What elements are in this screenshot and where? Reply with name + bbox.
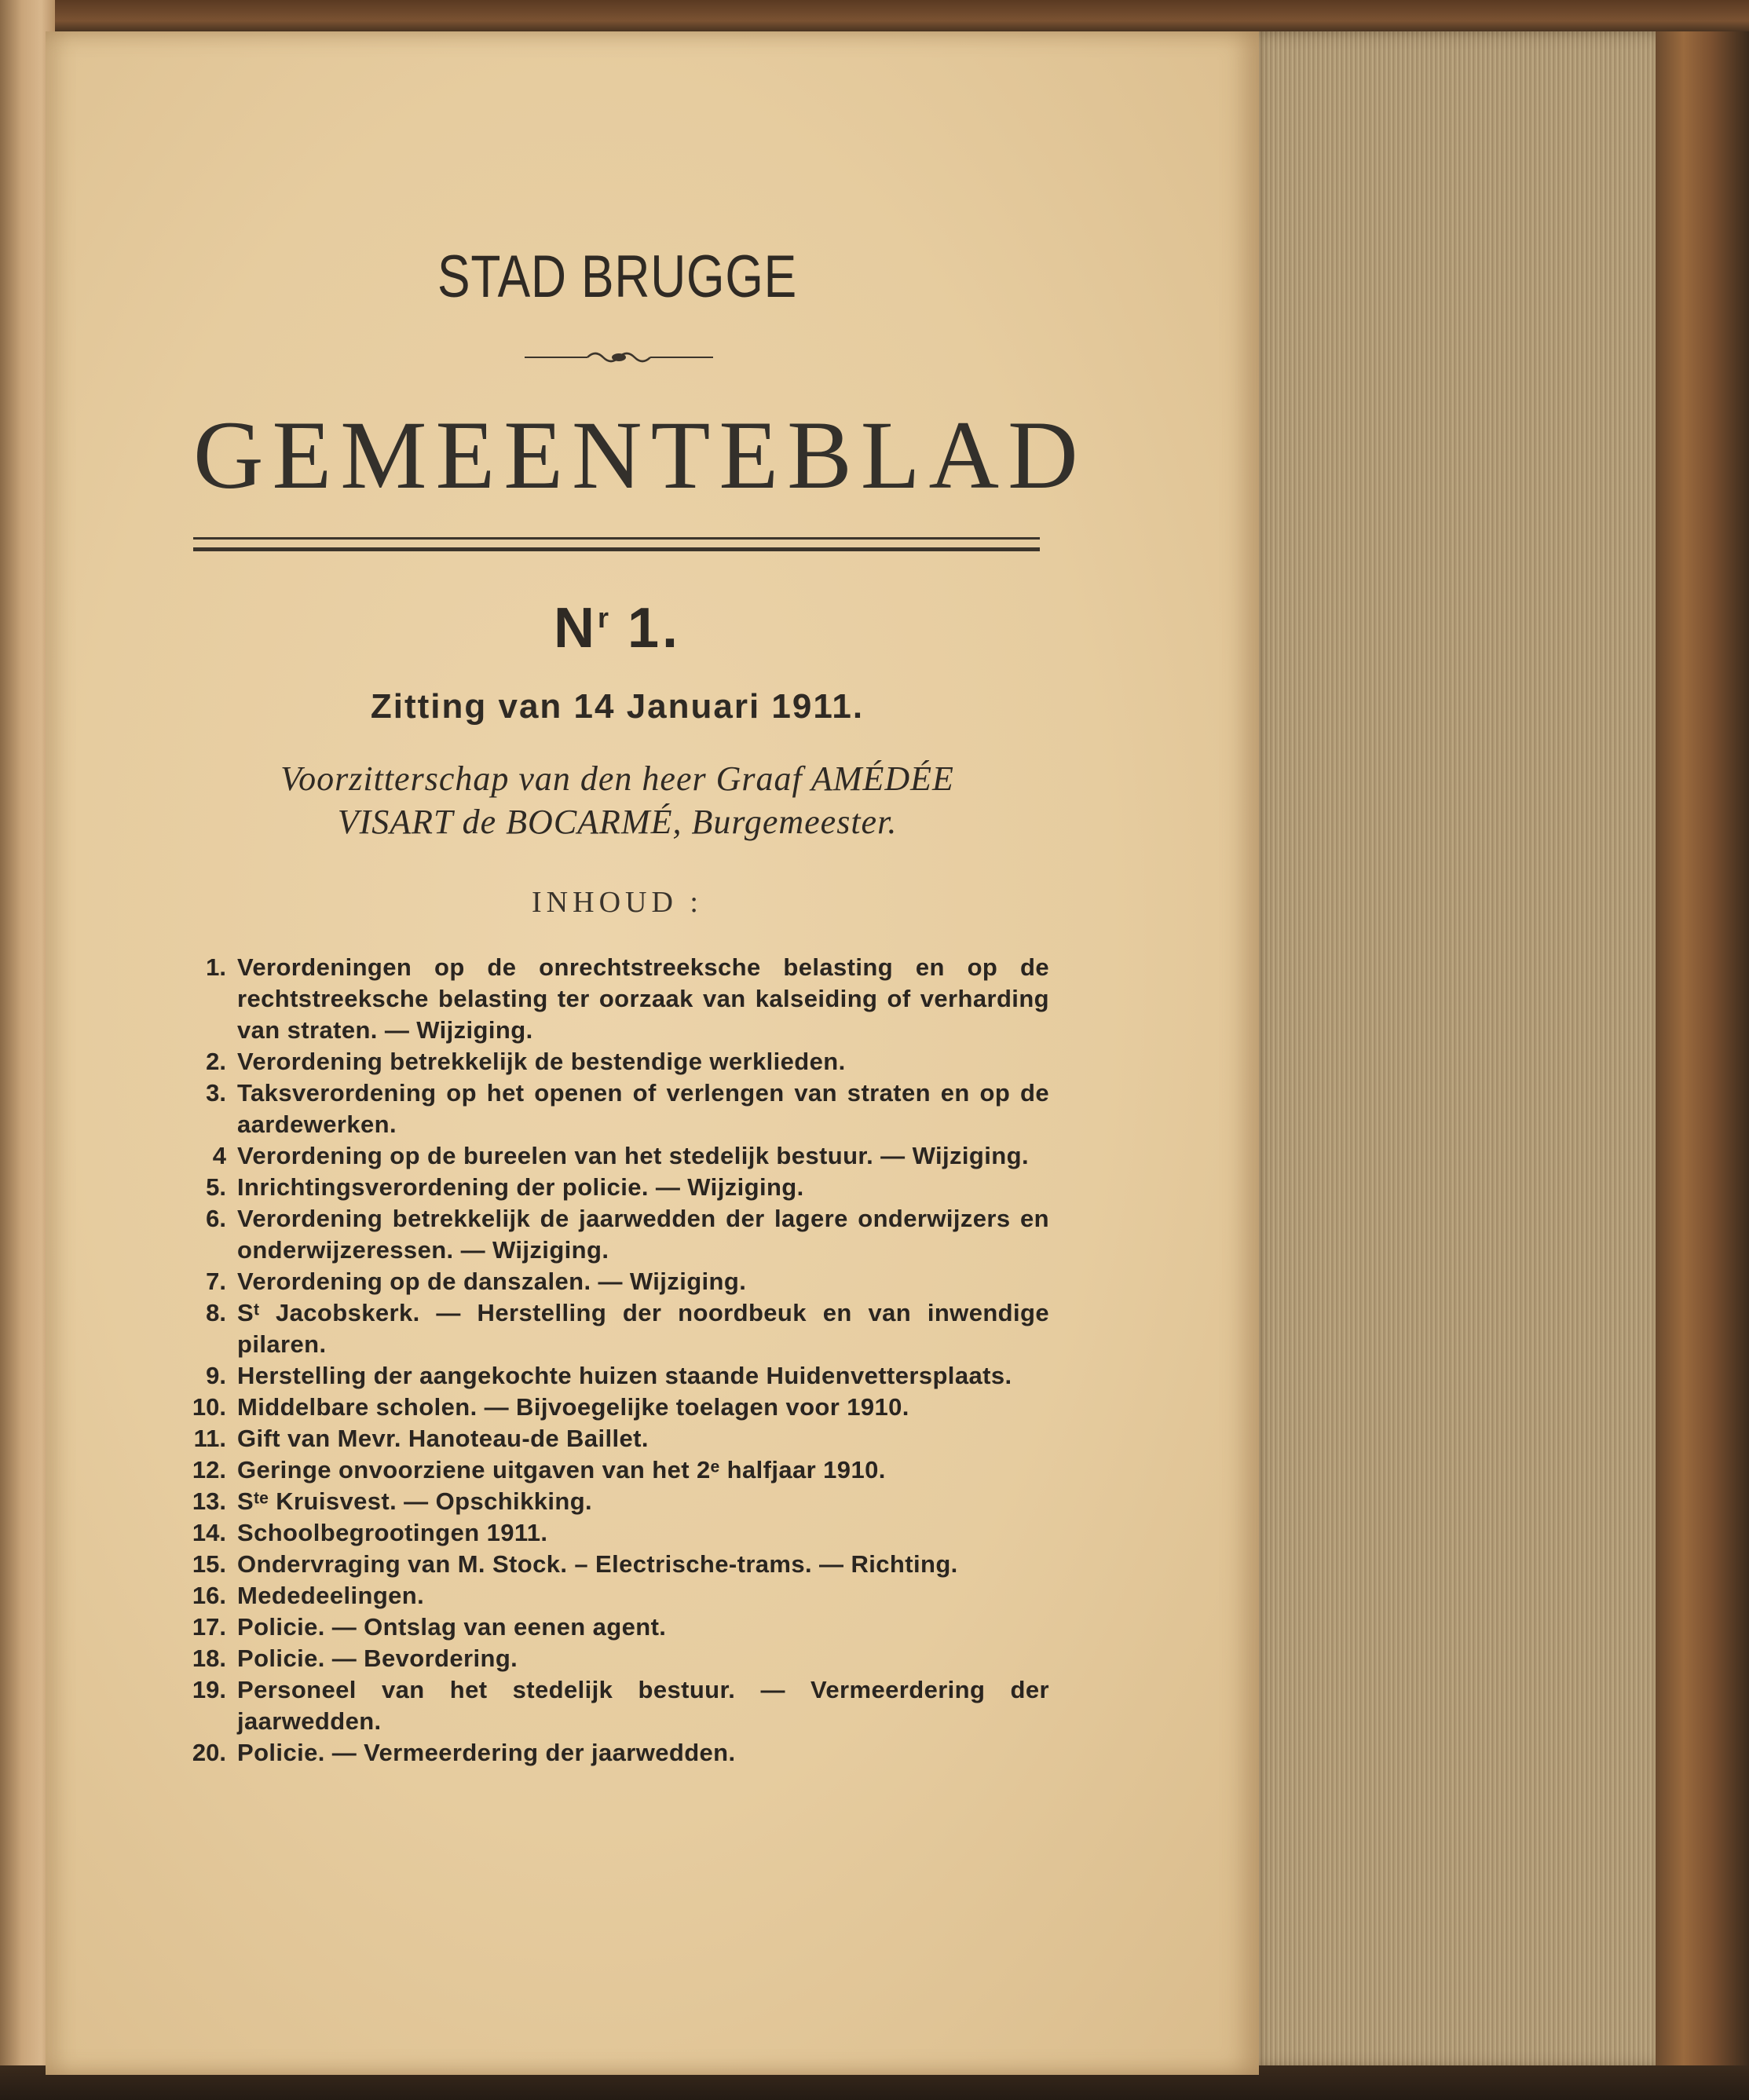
item-number: 16. (192, 1582, 226, 1609)
list-item (185, 1549, 1049, 1580)
list-item (185, 1266, 1049, 1297)
item-text: Taksverordening op het openen of verlengen van straten en op de aardewerken. (237, 1079, 1049, 1138)
list-item (185, 1172, 1049, 1203)
item-text: Policie. — Bevordering. (237, 1645, 518, 1672)
page-edges-block (1249, 31, 1661, 2069)
list-item (185, 1454, 1049, 1486)
list-item (185, 1392, 1049, 1423)
chair-line-1: Voorzitterschap van den heer Graaf AMÉDÉE (280, 759, 954, 798)
item-number: 20. (192, 1739, 226, 1766)
issue-prefix: N (553, 597, 598, 660)
item-text: Sᵗ Jacobskerk. — Herstelling der noordbeuk en van inwendige pilaren. (237, 1299, 1049, 1358)
list-item (185, 1612, 1049, 1643)
item-text: Policie. — Vermeerdering der jaarwedden. (237, 1739, 736, 1766)
contents-heading: INHOUD : (532, 886, 703, 919)
item-number: 18. (192, 1645, 226, 1672)
item-text: Gift van Mevr. Hanoteau-de Baillet. (237, 1425, 649, 1452)
item-text: Ondervraging van M. Stock. – Electrische-trams. — Richting. (237, 1550, 958, 1578)
list-item (185, 1737, 1049, 1769)
item-text: Middelbare scholen. — Bijvoegelijke toelagen voor 1910. (237, 1393, 909, 1421)
item-text: Mededeelingen. (237, 1582, 425, 1609)
item-number: 14. (192, 1519, 226, 1546)
list-item (185, 1046, 1049, 1077)
document-page (46, 31, 1259, 2075)
item-number: 1. (206, 953, 226, 981)
table-of-contents (185, 952, 1049, 1769)
city-heading: STAD BRUGGE (437, 243, 798, 310)
title-rule-thin (193, 537, 1040, 540)
issue-value: 1. (627, 597, 682, 660)
item-number: 5. (206, 1173, 226, 1201)
item-text: Sᵗᵉ Kruisvest. — Opschikking. (237, 1487, 593, 1515)
item-number: 15. (192, 1550, 226, 1578)
item-number: 11. (193, 1425, 226, 1452)
list-item (185, 952, 1049, 1046)
item-number: 19. (192, 1676, 226, 1703)
item-number: 7. (206, 1268, 226, 1295)
item-number: 13. (192, 1487, 226, 1515)
item-text: Verordening op de danszalen. — Wijziging. (237, 1268, 747, 1295)
item-number: 12. (192, 1456, 226, 1484)
list-item (185, 1580, 1049, 1612)
list-item (185, 1674, 1049, 1737)
list-item (185, 1360, 1049, 1392)
chair-line-2: VISART de BOCARMÉ, Burgemeester. (337, 803, 898, 841)
list-item (185, 1297, 1049, 1360)
item-text: Verordeningen op de onrechtstreeksche belasting en op de rechtstreeksche belasting ter oorzaak van kalseiding of verharding van straten. — Wijziging. (237, 953, 1049, 1044)
item-number: 3. (206, 1079, 226, 1107)
item-number: 9. (206, 1362, 226, 1389)
title-rule-thick (193, 547, 1040, 551)
list-item (185, 1203, 1049, 1266)
item-text: Herstelling der aangekochte huizen staande Huidenvettersplaats. (237, 1362, 1012, 1389)
publication-title: GEMEENTEBLAD (193, 401, 1087, 509)
item-text: Verordening op de bureelen van het stedelijk bestuur. — Wijziging. (237, 1142, 1029, 1169)
item-text: Policie. — Ontslag van eenen agent. (237, 1613, 667, 1641)
item-text: Inrichtingsverordening der policie. — Wijziging. (237, 1173, 804, 1201)
list-item (185, 1517, 1049, 1549)
item-number: 10. (192, 1393, 226, 1421)
list-item (185, 1077, 1049, 1140)
ornament-divider-icon (525, 344, 713, 371)
list-item (185, 1643, 1049, 1674)
item-text: Personeel van het stedelijk bestuur. — Vermeerdering der jaarwedden. (237, 1676, 1049, 1735)
item-text: Schoolbegrootingen 1911. (237, 1519, 548, 1546)
list-item (185, 1140, 1049, 1172)
item-text: Geringe onvoorziene uitgaven van het 2ᵉ halfjaar 1910. (237, 1456, 886, 1484)
item-number: 6. (206, 1205, 226, 1232)
list-item (185, 1423, 1049, 1454)
item-number: 8. (206, 1299, 226, 1326)
book-binding-top (0, 0, 1749, 35)
item-number: 2. (206, 1048, 226, 1075)
item-number: 17. (192, 1613, 226, 1641)
item-text: Verordening betrekkelijk de jaarwedden der lagere onderwijzers en onderwijzeressen. — Wijziging. (237, 1205, 1049, 1264)
item-number: 4 (212, 1142, 226, 1169)
issue-number (193, 597, 1041, 660)
list-item (185, 1486, 1049, 1517)
book-spine (1656, 31, 1749, 2069)
issue-prefix-sup: r (597, 602, 609, 634)
session-date: Zitting van 14 Januari 1911. (370, 687, 865, 726)
item-text: Verordening betrekkelijk de bestendige werklieden. (237, 1048, 846, 1075)
